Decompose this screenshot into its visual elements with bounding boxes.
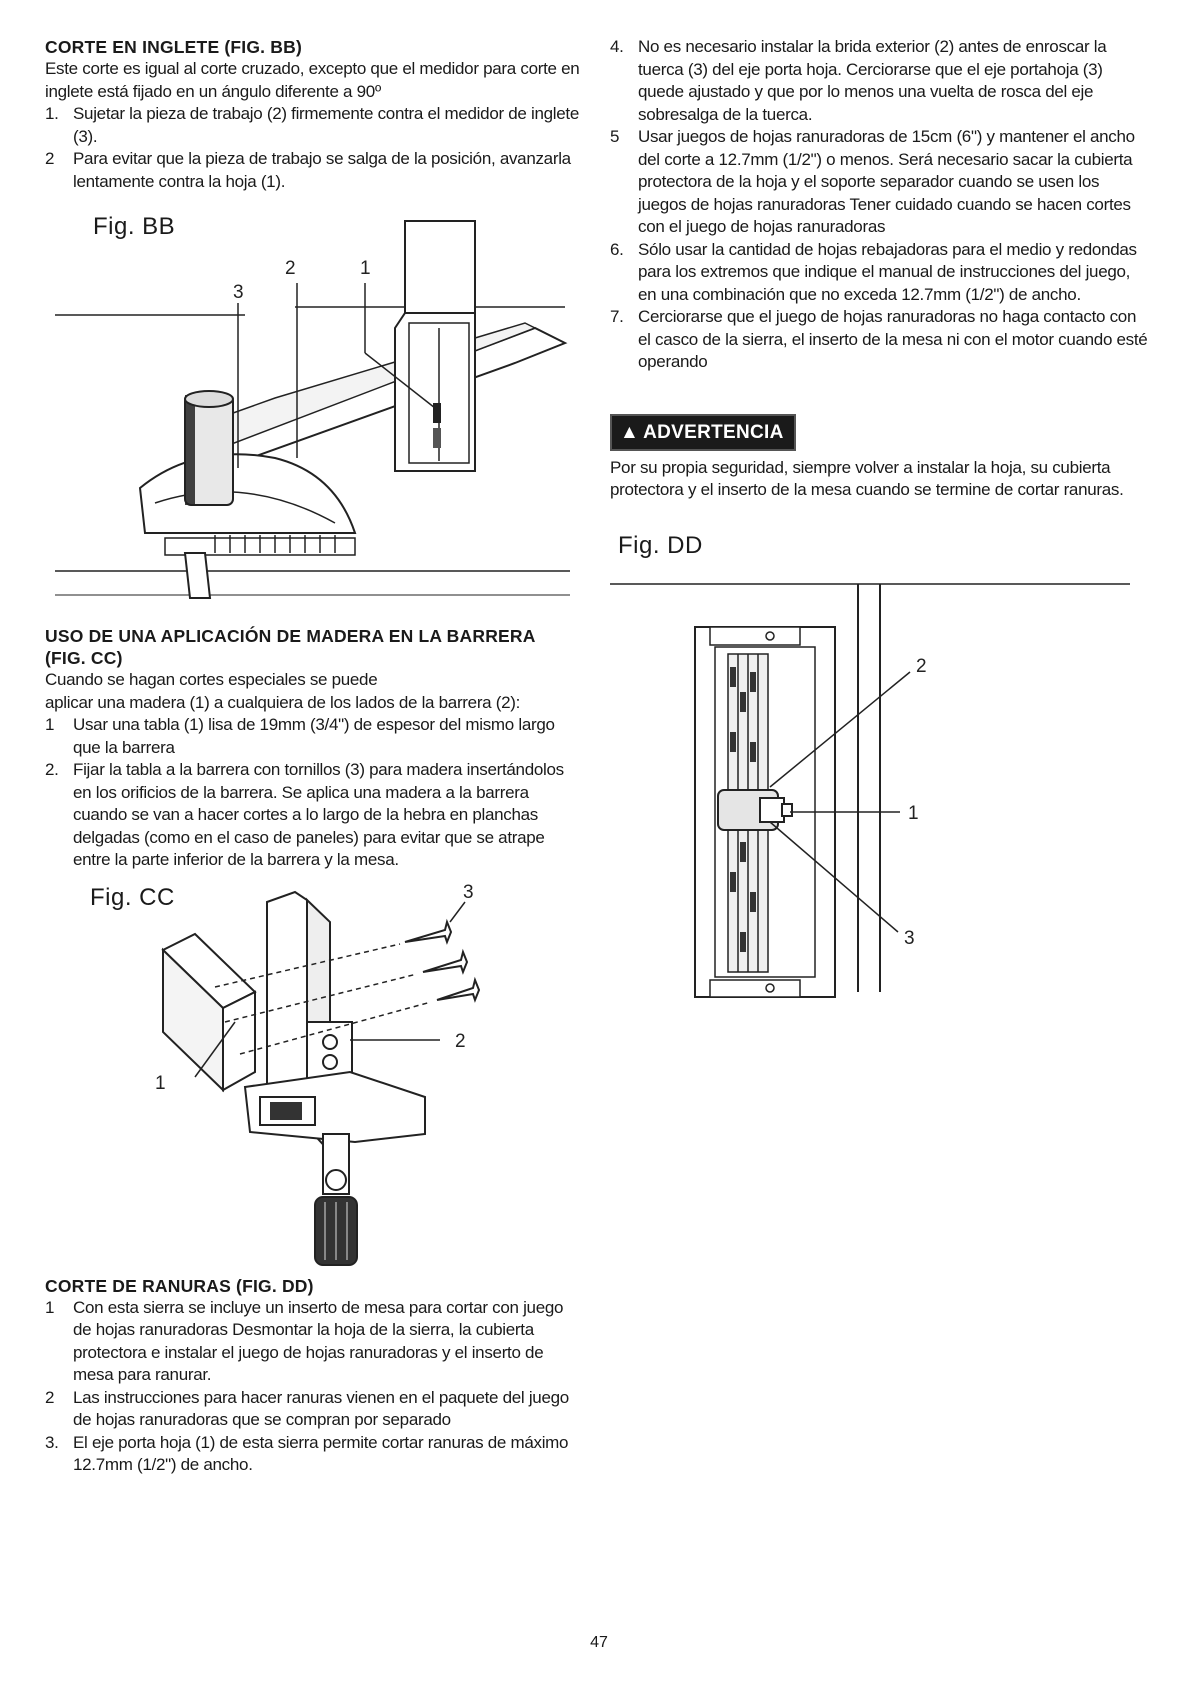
callout-1: 1 [908,802,919,824]
item-number: 1 [45,1297,55,1317]
callout-2: 2 [285,258,296,279]
list-item [45,714,580,759]
callout-1: 1 [360,258,371,279]
list-item [610,36,1150,126]
callout-2: 2 [916,655,927,677]
item-number: 3. [45,1432,59,1452]
warning-triangle-icon: ▲ [620,421,640,443]
item-number: 2 [45,149,55,168]
section-corte-inglete [45,36,580,193]
item-number: 5 [610,127,620,146]
figure-label: Fig. DD [618,531,703,559]
list-item [45,759,580,872]
item-text: Para evitar que la pieza de trabajo se salga de la posición, avanzarla lentamente contra la hoja (1). [73,149,571,191]
list-item [45,1297,580,1387]
callout-3: 3 [233,282,244,303]
item-number: 1. [45,104,59,123]
warning-text: Por su propia seguridad, siempre volver a instalar la hoja, su cubierta protectora y el inserto de la mesa cuando se termine de cortar ranuras. [610,457,1124,499]
item-text: Las instrucciones para hacer ranuras vienen en el paquete del juego de hojas ranuradoras que se compran por separado [73,1387,569,1429]
item-number: 7. [610,307,624,326]
right-column [610,36,1150,949]
section-intro: Este corte es igual al corte cruzado, excepto que el medidor para corte en inglete está fijado en un ángulo diferente a 90º [45,59,580,101]
section-heading: CORTE DE RANURAS (FIG. DD) [45,1275,314,1296]
item-text: El eje porta hoja (1) de esta sierra permite cortar ranuras de máximo 12.7mm (1/2") de ancho. [73,1432,569,1474]
page-number: 47 [590,1634,608,1651]
section-intro: aplicar una madera (1) a cualquiera de los lados de la barrera (2): [45,692,521,712]
section-heading: USO DE UNA APLICACIÓN DE MADERA EN LA BARRERA (FIG. CC) [45,626,535,668]
figure-label: Fig. CC [90,883,175,911]
callout-2: 2 [455,1030,466,1052]
callout-3: 3 [463,881,474,903]
item-number: 1 [45,715,55,734]
item-number: 6. [610,239,624,259]
miter-gauge-illustration [45,203,580,621]
figure-label: Fig. BB [93,213,176,240]
figure-dd [610,531,1150,949]
figure-bb [45,203,580,621]
dado-blade-illustration [610,572,1150,1022]
item-text: Sujetar la pieza de trabajo (2) firmemente contra el medidor de inglete (3). [73,104,579,146]
item-text: Fijar la tabla a la barrera con tornillos (3) para madera insertándolos en los orificios de la barrera. Se aplica una madera a la barrera cuando se van a hacer cortes a lo largo de la hebra en planchas delgadas (como en el caso de paneles) para evitar que se atrape entre la parte inferior de la barrera y la mesa. [73,760,564,869]
item-text: Cerciorarse que el juego de hojas ranuradoras no haga contacto con el casco de la sierra, el inserto de la mesa ni con el motor cuando esté operando [638,307,1148,371]
warning-block [610,414,1150,502]
figure-cc [45,872,580,1267]
item-text: Sólo usar la cantidad de hojas rebajadoras para el medio y redondas para los extremos que indique el manual de instrucciones del juego, en una combinación que no exceda 12.7mm (1/2") de ancho. [638,239,1137,304]
section-aplicacion-madera [45,625,580,872]
left-column [45,36,580,1477]
list-item [610,126,1150,239]
item-text: Con esta sierra se incluye un inserto de mesa para cortar con juego de hojas ranuradoras Desmontar la hoja de la sierra, la cubierta protectora e instalar el juego de hojas ranuradoras y el inserto de mesa para ranurar. [73,1297,564,1384]
list-item [45,103,580,148]
section-intro: Cuando se hagan cortes especiales se puede [45,670,378,689]
section-heading: CORTE EN INGLETE (FIG. BB) [45,37,303,57]
list-item [610,306,1150,374]
list-item [45,1387,580,1432]
warning-badge [610,414,796,451]
callout-1: 1 [155,1072,166,1094]
warning-label: ADVERTENCIA [643,421,784,443]
section-corte-ranuras [45,1275,580,1477]
item-text: Usar juegos de hojas ranuradoras de 15cm (6") y mantener el ancho del corte a 12.7mm (1/2") o menos. Será necesario sacar la cubierta protectora de la hoja y el soporte separador cuando se usen los juegos de hojas ranuradoras Tener cuidado cuando se hacen cortes con el juego de hojas ranuradoras [638,127,1135,236]
callout-3: 3 [904,927,915,949]
fence-wood-facing-illustration [45,872,580,1267]
list-item [45,1432,580,1477]
item-text: No es necesario instalar la brida exterior (2) antes de enroscar la tuerca (3) del eje porta hoja. Cerciorarse que el eje portahoja (3) quede ajustado y que por lo menos una vuelta de rosca del eje sobresalga de la tuerca. [638,37,1107,124]
item-number: 2 [45,1387,55,1407]
list-item [610,239,1150,307]
item-number: 4. [610,37,624,56]
item-number: 2. [45,760,59,779]
item-text: Usar una tabla (1) lisa de 19mm (3/4") de espesor del mismo largo que la barrera [73,715,555,757]
list-item [45,148,580,193]
